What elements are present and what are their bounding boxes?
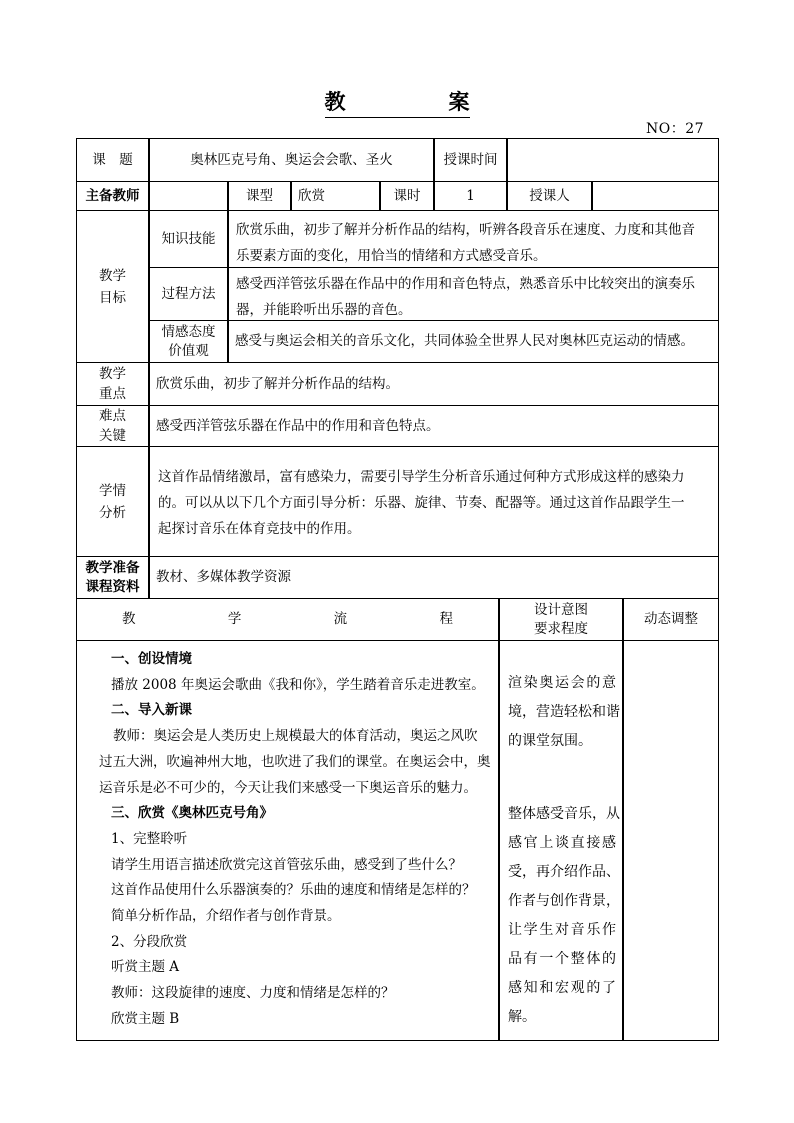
- process-line: 教师：这段旋律的速度、力度和情绪是怎样的？: [111, 985, 395, 1002]
- design-line: 的课堂氛围。: [508, 733, 592, 749]
- design-line: 感知和宏观的了: [508, 980, 616, 996]
- process-content: [77, 641, 501, 1033]
- goal-attitude-label: 情感态度 价值观: [149, 320, 228, 363]
- process-header-char: 流: [333, 611, 348, 628]
- resources-text: 教材、多媒体教学资源: [149, 556, 719, 599]
- process-line: 教师：奥运会是人类历史上规模最大的体育活动，奥运之风吹: [113, 728, 478, 745]
- process-content-cell: [76, 640, 499, 1041]
- design-line: 解。: [508, 1009, 536, 1025]
- process-line: 一、创设情境: [111, 651, 192, 667]
- class-time-value: [507, 138, 719, 182]
- class-time-label: 授课时间: [434, 138, 507, 182]
- document-number: NO：27: [646, 121, 705, 137]
- design-line: 让学生对音乐作: [508, 922, 616, 938]
- teaching-goals-label: 教学 目标: [76, 210, 149, 363]
- difficulties-text: 感受西洋管弦乐器在作品中的作用和音色特点。: [149, 405, 719, 447]
- process-line: 三、欣赏《奥林匹克号角》: [111, 805, 273, 822]
- process-line: 1、完整聆听: [111, 830, 188, 847]
- process-line: 过五大洲，吹遍神州大地，也吹进了我们的课堂。在奥运会中，奥: [99, 753, 491, 770]
- dynamic-adjust-header: 动态调整: [623, 598, 719, 641]
- design-line: 渲染奥运会的意: [508, 675, 616, 691]
- period-value: 1: [434, 181, 507, 211]
- topic-value: 奥林匹克号角、奥运会会歌、圣火: [149, 138, 434, 182]
- difficulties-label: 难点 关键: [76, 405, 149, 447]
- lecturer-value: [592, 181, 719, 211]
- lecturer-label: 授课人: [507, 181, 592, 211]
- design-line: 整体感受音乐，从: [508, 806, 620, 822]
- resources-label: 教学准备 课程资料: [76, 556, 149, 599]
- lesson-type-label: 课型: [228, 181, 291, 211]
- student-analysis-label: 学情 分析: [76, 446, 149, 557]
- design-line: 感官上谈直接感: [508, 835, 616, 851]
- lesson-type-value: 欣赏: [291, 181, 380, 211]
- design-line: 作者与创作背景，: [508, 893, 620, 909]
- design-line: 受，再介绍作品、: [508, 864, 620, 880]
- goal-knowledge-text: 欣赏乐曲，初步了解并分析作品的结构，听辨各段音乐在速度、力度和其他音 乐要素方面的变化，用恰当的情绪和方式感受音乐。: [228, 210, 719, 268]
- process-line: 欣赏主题 B: [111, 1010, 180, 1027]
- goal-knowledge-label: 知识技能: [149, 210, 228, 268]
- lesson-plan-table: [76, 138, 719, 1041]
- process-line: 二、导入新课: [111, 702, 192, 719]
- process-line: 听赏主题 A: [111, 959, 180, 976]
- lead-teacher-label: 主备教师: [76, 181, 149, 211]
- design-line: 品有一个整体的: [508, 951, 616, 967]
- goal-process-text: 感受西洋管弦乐器在作品中的作用和音色特点，熟悉音乐中比较突出的演奏乐 器，并能聆听出乐器的音色。: [228, 267, 719, 321]
- process-header-char: 教: [122, 611, 136, 628]
- goal-attitude-text: 感受与奥运会相关的音乐文化，共同体验全世界人民对奥林匹克运动的情感。: [228, 320, 719, 363]
- key-points-text: 欣赏乐曲，初步了解并分析作品的结构。: [149, 362, 719, 406]
- design-line: 境，营造轻松和谐: [508, 704, 620, 720]
- design-intent-1: [500, 641, 620, 756]
- document-title: 教案: [0, 86, 794, 118]
- process-line: 播放 2008 年奥运会歌曲《我和你》，学生踏着音乐走进教室。: [111, 676, 485, 693]
- goal-process-label: 过程方法: [149, 267, 228, 321]
- lead-teacher-value: [149, 181, 228, 211]
- process-line: 2、分段欣赏: [111, 933, 188, 950]
- dynamic-adjust-cell: [623, 640, 719, 1041]
- process-header: [76, 598, 499, 641]
- process-line: 这首作品使用什么乐器演奏的？乐曲的速度和情绪是怎样的？: [111, 882, 476, 899]
- process-line: 请学生用语言描述欣赏完这首管弦乐曲，感受到了些什么？: [111, 856, 462, 873]
- process-line: 运音乐是必不可少的，今天让我们来感受一下奥运音乐的魅力。: [99, 779, 477, 796]
- key-points-label: 教学 重点: [76, 362, 149, 406]
- student-analysis-text: 这首作品情绪激昂，富有感染力，需要引导学生分析音乐通过何种方式形成这样的感染力 的。可以从以下几个方面引导分析：乐器、旋律、节奏、配器等。通过这首作品跟学生一 起探讨音乐在体育竞技中的作用。: [149, 446, 719, 557]
- period-label: 课时: [380, 181, 434, 211]
- design-intent-header: 设计意图 要求程度: [499, 598, 623, 641]
- topic-label: 课 题: [76, 138, 149, 182]
- process-line: 简单分析作品，介绍作者与创作背景。: [111, 908, 341, 925]
- process-header-char: 程: [439, 611, 453, 628]
- design-intent-cell: [499, 640, 623, 1041]
- process-header-char: 学: [227, 611, 242, 628]
- design-intent-2: [500, 772, 620, 1032]
